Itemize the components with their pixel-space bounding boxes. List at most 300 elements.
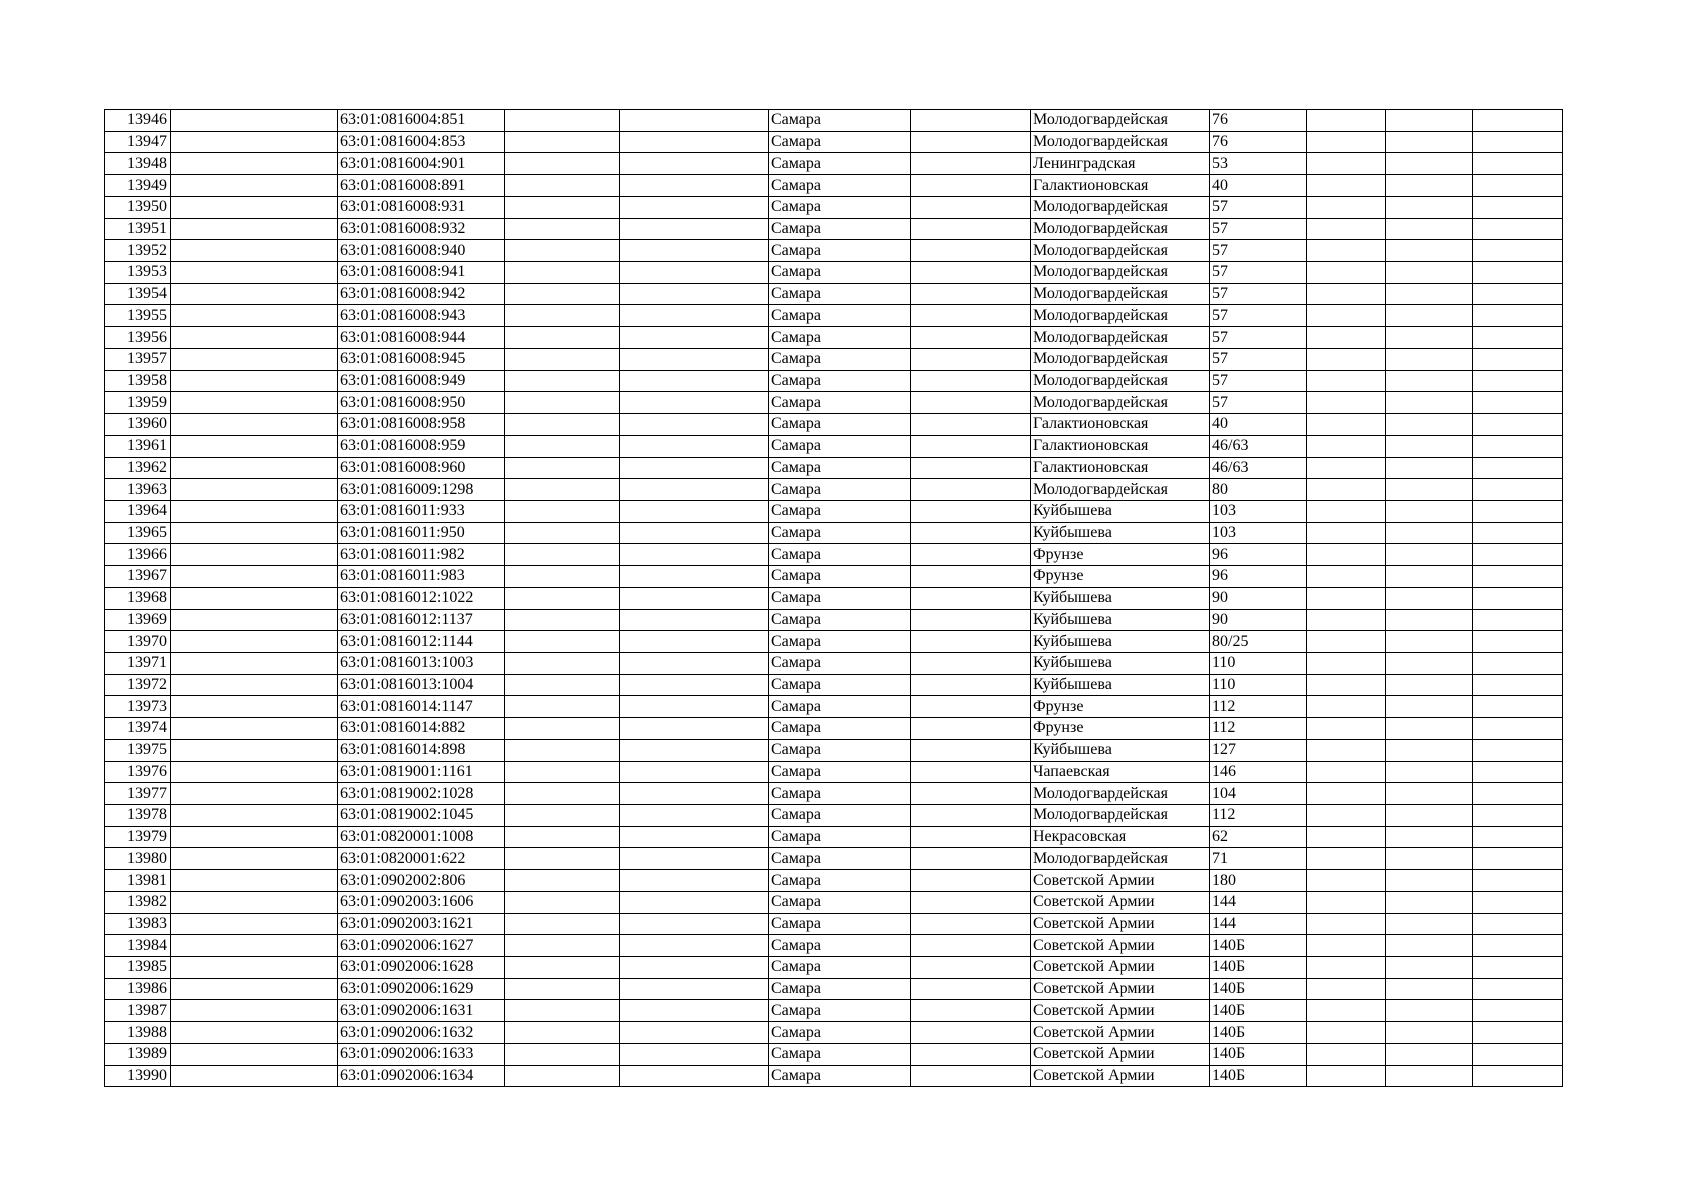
empty-cell — [1307, 348, 1386, 370]
house-number-cell: 57 — [1210, 392, 1307, 414]
empty-cell — [171, 218, 338, 240]
empty-cell — [620, 457, 769, 479]
street-cell: Галактионовская — [1031, 435, 1210, 457]
city-cell: Самара — [769, 1022, 911, 1044]
empty-cell — [1307, 1000, 1386, 1022]
empty-cell — [1307, 696, 1386, 718]
cadastral-number-cell: 63:01:0816011:950 — [338, 522, 505, 544]
empty-cell — [1307, 196, 1386, 218]
table-row — [105, 479, 1563, 501]
empty-cell — [1307, 414, 1386, 436]
empty-cell — [171, 609, 338, 631]
house-number-cell: 140Б — [1210, 957, 1307, 979]
empty-cell — [1307, 935, 1386, 957]
empty-cell — [911, 935, 1031, 957]
empty-cell — [505, 1000, 620, 1022]
street-cell: Молодогвардейская — [1031, 240, 1210, 262]
house-number-cell: 112 — [1210, 718, 1307, 740]
empty-cell — [505, 848, 620, 870]
empty-cell — [1386, 327, 1473, 349]
house-number-cell: 57 — [1210, 262, 1307, 284]
row-number-cell: 13987 — [105, 1000, 171, 1022]
street-cell: Молодогвардейская — [1031, 848, 1210, 870]
empty-cell — [505, 870, 620, 892]
street-cell: Молодогвардейская — [1031, 392, 1210, 414]
cadastral-number-cell: 63:01:0816004:901 — [338, 153, 505, 175]
cadastral-number-cell: 63:01:0902006:1629 — [338, 978, 505, 1000]
cadastral-number-cell: 63:01:0902003:1621 — [338, 913, 505, 935]
empty-cell — [620, 935, 769, 957]
empty-cell — [171, 957, 338, 979]
empty-cell — [1386, 196, 1473, 218]
table-row — [105, 783, 1563, 805]
empty-cell — [911, 891, 1031, 913]
row-number-cell: 13947 — [105, 131, 171, 153]
empty-cell — [1473, 718, 1563, 740]
street-cell: Фрунзе — [1031, 544, 1210, 566]
empty-cell — [911, 110, 1031, 132]
empty-cell — [1386, 1043, 1473, 1065]
empty-cell — [620, 479, 769, 501]
empty-cell — [620, 131, 769, 153]
row-number-cell: 13966 — [105, 544, 171, 566]
empty-cell — [911, 587, 1031, 609]
empty-cell — [620, 435, 769, 457]
empty-cell — [620, 1043, 769, 1065]
cadastral-number-cell: 63:01:0816008:931 — [338, 196, 505, 218]
house-number-cell: 53 — [1210, 153, 1307, 175]
empty-cell — [620, 957, 769, 979]
empty-cell — [620, 718, 769, 740]
house-number-cell: 46/63 — [1210, 457, 1307, 479]
empty-cell — [1386, 826, 1473, 848]
street-cell: Куйбышева — [1031, 631, 1210, 653]
empty-cell — [620, 1000, 769, 1022]
empty-cell — [1386, 392, 1473, 414]
empty-cell — [171, 978, 338, 1000]
empty-cell — [1473, 153, 1563, 175]
empty-cell — [1386, 978, 1473, 1000]
row-number-cell: 13974 — [105, 718, 171, 740]
empty-cell — [911, 1065, 1031, 1087]
empty-cell — [505, 609, 620, 631]
row-number-cell: 13983 — [105, 913, 171, 935]
empty-cell — [1307, 175, 1386, 197]
city-cell: Самара — [769, 327, 911, 349]
cadastral-number-cell: 63:01:0902006:1627 — [338, 935, 505, 957]
empty-cell — [620, 500, 769, 522]
cadastral-number-cell: 63:01:0816008:943 — [338, 305, 505, 327]
empty-cell — [1386, 848, 1473, 870]
cadastral-number-cell: 63:01:0816008:942 — [338, 283, 505, 305]
row-number-cell: 13964 — [105, 500, 171, 522]
empty-cell — [505, 479, 620, 501]
street-cell: Советской Армии — [1031, 913, 1210, 935]
house-number-cell: 40 — [1210, 414, 1307, 436]
empty-cell — [620, 348, 769, 370]
empty-cell — [505, 305, 620, 327]
empty-cell — [171, 153, 338, 175]
empty-cell — [911, 305, 1031, 327]
empty-cell — [1473, 587, 1563, 609]
empty-cell — [1386, 609, 1473, 631]
table-row — [105, 935, 1563, 957]
row-number-cell: 13984 — [105, 935, 171, 957]
city-cell: Самара — [769, 978, 911, 1000]
empty-cell — [1307, 1022, 1386, 1044]
empty-cell — [1473, 1022, 1563, 1044]
empty-cell — [620, 566, 769, 588]
empty-cell — [1386, 718, 1473, 740]
cadastral-number-cell: 63:01:0816008:891 — [338, 175, 505, 197]
empty-cell — [911, 957, 1031, 979]
street-cell: Молодогвардейская — [1031, 805, 1210, 827]
empty-cell — [505, 826, 620, 848]
table-row — [105, 131, 1563, 153]
empty-cell — [1307, 805, 1386, 827]
empty-cell — [1473, 348, 1563, 370]
empty-cell — [505, 240, 620, 262]
row-number-cell: 13969 — [105, 609, 171, 631]
table-row — [105, 327, 1563, 349]
table-row — [105, 609, 1563, 631]
street-cell: Молодогвардейская — [1031, 305, 1210, 327]
empty-cell — [911, 761, 1031, 783]
empty-cell — [1473, 1000, 1563, 1022]
empty-cell — [1473, 175, 1563, 197]
city-cell: Самара — [769, 544, 911, 566]
city-cell: Самара — [769, 696, 911, 718]
row-number-cell: 13986 — [105, 978, 171, 1000]
street-cell: Куйбышева — [1031, 500, 1210, 522]
house-number-cell: 140Б — [1210, 1000, 1307, 1022]
empty-cell — [1386, 652, 1473, 674]
empty-cell — [1473, 957, 1563, 979]
empty-cell — [505, 435, 620, 457]
empty-cell — [171, 566, 338, 588]
empty-cell — [1386, 305, 1473, 327]
empty-cell — [1473, 131, 1563, 153]
empty-cell — [1473, 196, 1563, 218]
table-row — [105, 500, 1563, 522]
city-cell: Самара — [769, 457, 911, 479]
city-cell: Самара — [769, 392, 911, 414]
city-cell: Самара — [769, 110, 911, 132]
house-number-cell: 144 — [1210, 891, 1307, 913]
street-cell: Куйбышева — [1031, 739, 1210, 761]
empty-cell — [911, 739, 1031, 761]
table-row — [105, 848, 1563, 870]
table-row — [105, 348, 1563, 370]
cadastral-number-cell: 63:01:0819001:1161 — [338, 761, 505, 783]
empty-cell — [505, 414, 620, 436]
street-cell: Куйбышева — [1031, 609, 1210, 631]
empty-cell — [1386, 110, 1473, 132]
empty-cell — [171, 457, 338, 479]
table-row — [105, 218, 1563, 240]
row-number-cell: 13962 — [105, 457, 171, 479]
table-row — [105, 1022, 1563, 1044]
empty-cell — [620, 283, 769, 305]
empty-cell — [1386, 240, 1473, 262]
row-number-cell: 13985 — [105, 957, 171, 979]
cadastral-number-cell: 63:01:0816008:932 — [338, 218, 505, 240]
empty-cell — [171, 805, 338, 827]
empty-cell — [505, 631, 620, 653]
city-cell: Самара — [769, 262, 911, 284]
table-row — [105, 305, 1563, 327]
street-cell: Куйбышева — [1031, 652, 1210, 674]
empty-cell — [911, 566, 1031, 588]
empty-cell — [505, 218, 620, 240]
city-cell: Самара — [769, 848, 911, 870]
street-cell: Советской Армии — [1031, 891, 1210, 913]
empty-cell — [171, 848, 338, 870]
empty-cell — [505, 739, 620, 761]
table-row — [105, 913, 1563, 935]
empty-cell — [620, 262, 769, 284]
empty-cell — [1307, 718, 1386, 740]
city-cell: Самара — [769, 479, 911, 501]
empty-cell — [620, 805, 769, 827]
city-cell: Самара — [769, 283, 911, 305]
empty-cell — [171, 479, 338, 501]
empty-cell — [171, 718, 338, 740]
empty-cell — [171, 262, 338, 284]
empty-cell — [1386, 131, 1473, 153]
city-cell: Самара — [769, 370, 911, 392]
empty-cell — [1473, 305, 1563, 327]
empty-cell — [911, 805, 1031, 827]
row-number-cell: 13958 — [105, 370, 171, 392]
empty-cell — [1307, 522, 1386, 544]
table-row — [105, 870, 1563, 892]
cadastral-number-cell: 63:01:0816004:851 — [338, 110, 505, 132]
house-number-cell: 140Б — [1210, 1065, 1307, 1087]
row-number-cell: 13952 — [105, 240, 171, 262]
cadastral-number-cell: 63:01:0816012:1137 — [338, 609, 505, 631]
cadastral-number-cell: 63:01:0816013:1004 — [338, 674, 505, 696]
empty-cell — [171, 240, 338, 262]
empty-cell — [1307, 479, 1386, 501]
city-cell: Самара — [769, 652, 911, 674]
empty-cell — [171, 522, 338, 544]
table-row — [105, 457, 1563, 479]
register-table — [104, 109, 1563, 1087]
house-number-cell: 57 — [1210, 240, 1307, 262]
cadastral-number-cell: 63:01:0816013:1003 — [338, 652, 505, 674]
empty-cell — [1473, 652, 1563, 674]
street-cell: Молодогвардейская — [1031, 783, 1210, 805]
row-number-cell: 13970 — [105, 631, 171, 653]
cadastral-number-cell: 63:01:0816008:958 — [338, 414, 505, 436]
empty-cell — [620, 370, 769, 392]
empty-cell — [620, 392, 769, 414]
cadastral-number-cell: 63:01:0816011:933 — [338, 500, 505, 522]
row-number-cell: 13959 — [105, 392, 171, 414]
cadastral-number-cell: 63:01:0902006:1628 — [338, 957, 505, 979]
empty-cell — [620, 913, 769, 935]
empty-cell — [171, 500, 338, 522]
house-number-cell: 96 — [1210, 544, 1307, 566]
city-cell: Самара — [769, 891, 911, 913]
table-row — [105, 262, 1563, 284]
empty-cell — [505, 674, 620, 696]
empty-cell — [171, 674, 338, 696]
table-row — [105, 891, 1563, 913]
empty-cell — [911, 913, 1031, 935]
empty-cell — [1386, 870, 1473, 892]
table-row — [105, 1043, 1563, 1065]
empty-cell — [505, 957, 620, 979]
empty-cell — [1473, 761, 1563, 783]
street-cell: Советской Армии — [1031, 957, 1210, 979]
street-cell: Фрунзе — [1031, 718, 1210, 740]
empty-cell — [620, 414, 769, 436]
empty-cell — [171, 1065, 338, 1087]
empty-cell — [505, 566, 620, 588]
house-number-cell: 62 — [1210, 826, 1307, 848]
empty-cell — [1307, 652, 1386, 674]
house-number-cell: 103 — [1210, 500, 1307, 522]
row-number-cell: 13956 — [105, 327, 171, 349]
row-number-cell: 13977 — [105, 783, 171, 805]
empty-cell — [620, 609, 769, 631]
empty-cell — [1307, 153, 1386, 175]
empty-cell — [1307, 283, 1386, 305]
empty-cell — [1386, 761, 1473, 783]
empty-cell — [911, 848, 1031, 870]
empty-cell — [1473, 544, 1563, 566]
empty-cell — [1473, 826, 1563, 848]
empty-cell — [1473, 805, 1563, 827]
empty-cell — [1307, 218, 1386, 240]
city-cell: Самара — [769, 500, 911, 522]
table-row — [105, 631, 1563, 653]
table-row — [105, 978, 1563, 1000]
empty-cell — [1473, 435, 1563, 457]
table-row — [105, 674, 1563, 696]
empty-cell — [620, 196, 769, 218]
empty-cell — [620, 826, 769, 848]
empty-cell — [1473, 414, 1563, 436]
empty-cell — [1473, 327, 1563, 349]
empty-cell — [620, 978, 769, 1000]
empty-cell — [505, 783, 620, 805]
empty-cell — [911, 718, 1031, 740]
house-number-cell: 71 — [1210, 848, 1307, 870]
empty-cell — [505, 913, 620, 935]
empty-cell — [1386, 544, 1473, 566]
empty-cell — [505, 110, 620, 132]
city-cell: Самара — [769, 218, 911, 240]
empty-cell — [171, 913, 338, 935]
city-cell: Самара — [769, 1065, 911, 1087]
empty-cell — [505, 891, 620, 913]
cadastral-number-cell: 63:01:0816014:1147 — [338, 696, 505, 718]
empty-cell — [620, 652, 769, 674]
empty-cell — [171, 196, 338, 218]
empty-cell — [1473, 283, 1563, 305]
empty-cell — [1473, 913, 1563, 935]
empty-cell — [1473, 783, 1563, 805]
empty-cell — [1307, 870, 1386, 892]
empty-cell — [1307, 500, 1386, 522]
empty-cell — [911, 826, 1031, 848]
empty-cell — [1473, 457, 1563, 479]
empty-cell — [171, 175, 338, 197]
empty-cell — [1473, 739, 1563, 761]
house-number-cell: 57 — [1210, 370, 1307, 392]
empty-cell — [620, 153, 769, 175]
empty-cell — [171, 935, 338, 957]
table-row — [105, 805, 1563, 827]
row-number-cell: 13975 — [105, 739, 171, 761]
empty-cell — [1386, 522, 1473, 544]
row-number-cell: 13957 — [105, 348, 171, 370]
empty-cell — [911, 500, 1031, 522]
city-cell: Самара — [769, 631, 911, 653]
empty-cell — [1307, 305, 1386, 327]
empty-cell — [1386, 1000, 1473, 1022]
city-cell: Самара — [769, 131, 911, 153]
table-row — [105, 196, 1563, 218]
empty-cell — [620, 522, 769, 544]
house-number-cell: 96 — [1210, 566, 1307, 588]
empty-cell — [911, 696, 1031, 718]
house-number-cell: 110 — [1210, 652, 1307, 674]
street-cell: Молодогвардейская — [1031, 479, 1210, 501]
empty-cell — [1307, 370, 1386, 392]
house-number-cell: 127 — [1210, 739, 1307, 761]
empty-cell — [1473, 870, 1563, 892]
empty-cell — [1473, 935, 1563, 957]
city-cell: Самара — [769, 761, 911, 783]
empty-cell — [911, 609, 1031, 631]
empty-cell — [171, 826, 338, 848]
empty-cell — [505, 805, 620, 827]
empty-cell — [171, 587, 338, 609]
empty-cell — [1307, 783, 1386, 805]
cadastral-number-cell: 63:01:0816008:960 — [338, 457, 505, 479]
empty-cell — [1386, 957, 1473, 979]
empty-cell — [171, 305, 338, 327]
empty-cell — [1386, 587, 1473, 609]
empty-cell — [620, 327, 769, 349]
empty-cell — [911, 414, 1031, 436]
empty-cell — [1473, 110, 1563, 132]
empty-cell — [1473, 978, 1563, 1000]
city-cell: Самара — [769, 1043, 911, 1065]
empty-cell — [505, 1043, 620, 1065]
empty-cell — [171, 652, 338, 674]
empty-cell — [1307, 240, 1386, 262]
cadastral-number-cell: 63:01:0816008:941 — [338, 262, 505, 284]
empty-cell — [505, 392, 620, 414]
empty-cell — [1473, 240, 1563, 262]
empty-cell — [1473, 479, 1563, 501]
row-number-cell: 13978 — [105, 805, 171, 827]
empty-cell — [1473, 674, 1563, 696]
house-number-cell: 57 — [1210, 283, 1307, 305]
empty-cell — [1473, 848, 1563, 870]
street-cell: Молодогвардейская — [1031, 348, 1210, 370]
cadastral-number-cell: 63:01:0902003:1606 — [338, 891, 505, 913]
cadastral-number-cell: 63:01:0816004:853 — [338, 131, 505, 153]
row-number-cell: 13954 — [105, 283, 171, 305]
empty-cell — [1386, 1065, 1473, 1087]
empty-cell — [1473, 891, 1563, 913]
